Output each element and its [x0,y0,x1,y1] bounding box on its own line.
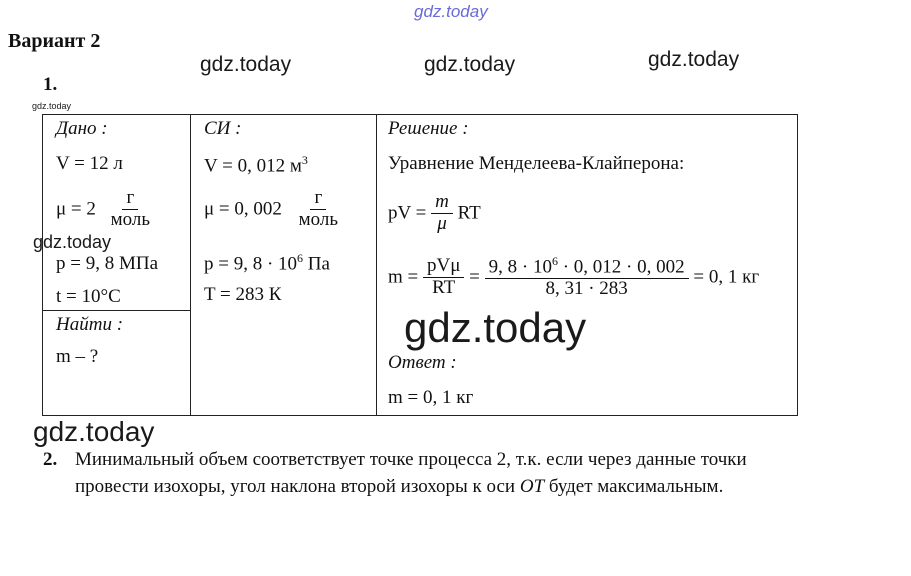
solution-header: Решение : [388,118,469,139]
watermark-top: gdz.today [414,2,488,21]
variant-title: Вариант 2 [8,30,101,52]
si-temperature: T = 283 К [204,284,282,305]
given-temperature: t = 10°С [56,286,121,307]
answer-header: Ответ : [388,352,457,373]
watermark: gdz.today [33,232,112,252]
fraction-denominator: моль [110,208,151,230]
given-molar-mass: μ = 2 $\frac{г}{\text{моль}}$ [56,188,154,231]
watermark: gdz.today [200,53,292,76]
si-volume: V = 0, 012 $м^3$ [204,153,308,177]
watermark: gdz.today [33,416,155,447]
given-pressure: p = 9, 8 МПа [56,253,159,274]
watermark-large: gdz.today [404,304,587,351]
fraction-numerator: г [310,188,326,210]
problem-number: 2. [43,449,58,470]
equation-name: Уравнение Менделеева-Клайперона: [388,153,685,174]
answer-value: m = 0, 1 кг [388,387,474,408]
divider [376,114,377,415]
problem-number: 1. [43,74,58,95]
divider [42,310,191,311]
given-volume: V = 12 л [56,153,123,174]
si-pressure: p = 9, $8 \cdot 10^6$ Па [204,251,330,275]
problem2-line-1: Минимальный объем соответствует точке процесса 2, т.к. если через данные точки [75,449,747,470]
find-header: Найти : [56,314,124,335]
si-header: СИ : [204,118,242,139]
divider [190,114,191,415]
problem2-line-2: провести изохоры, угол наклона второй изохоры к оси OT будет максимальным. [75,476,724,497]
watermark: gdz.today [648,48,740,71]
fraction-numerator: г [122,188,138,210]
fraction-denominator: моль [298,208,339,230]
watermark-small: gdz.today [32,101,72,111]
equation-2: m = $\frac{\text{pVμ}}{RT}$ = $\frac{9, 8 \cdot 10^6 \cdot 0, 012 \cdot 0, 002}{8, 31 \cdot 283}$ = 0, 1 кг [388,254,760,300]
equation-1: pV = $\frac{m}{\mu}$ RT [388,191,481,234]
si-molar-mass: μ = 0, 002 $\frac{г}{\text{моль}}$ [204,188,342,231]
given-header: Дано : [56,118,108,139]
find-value: m – ? [56,346,99,367]
watermark: gdz.today [424,53,516,76]
